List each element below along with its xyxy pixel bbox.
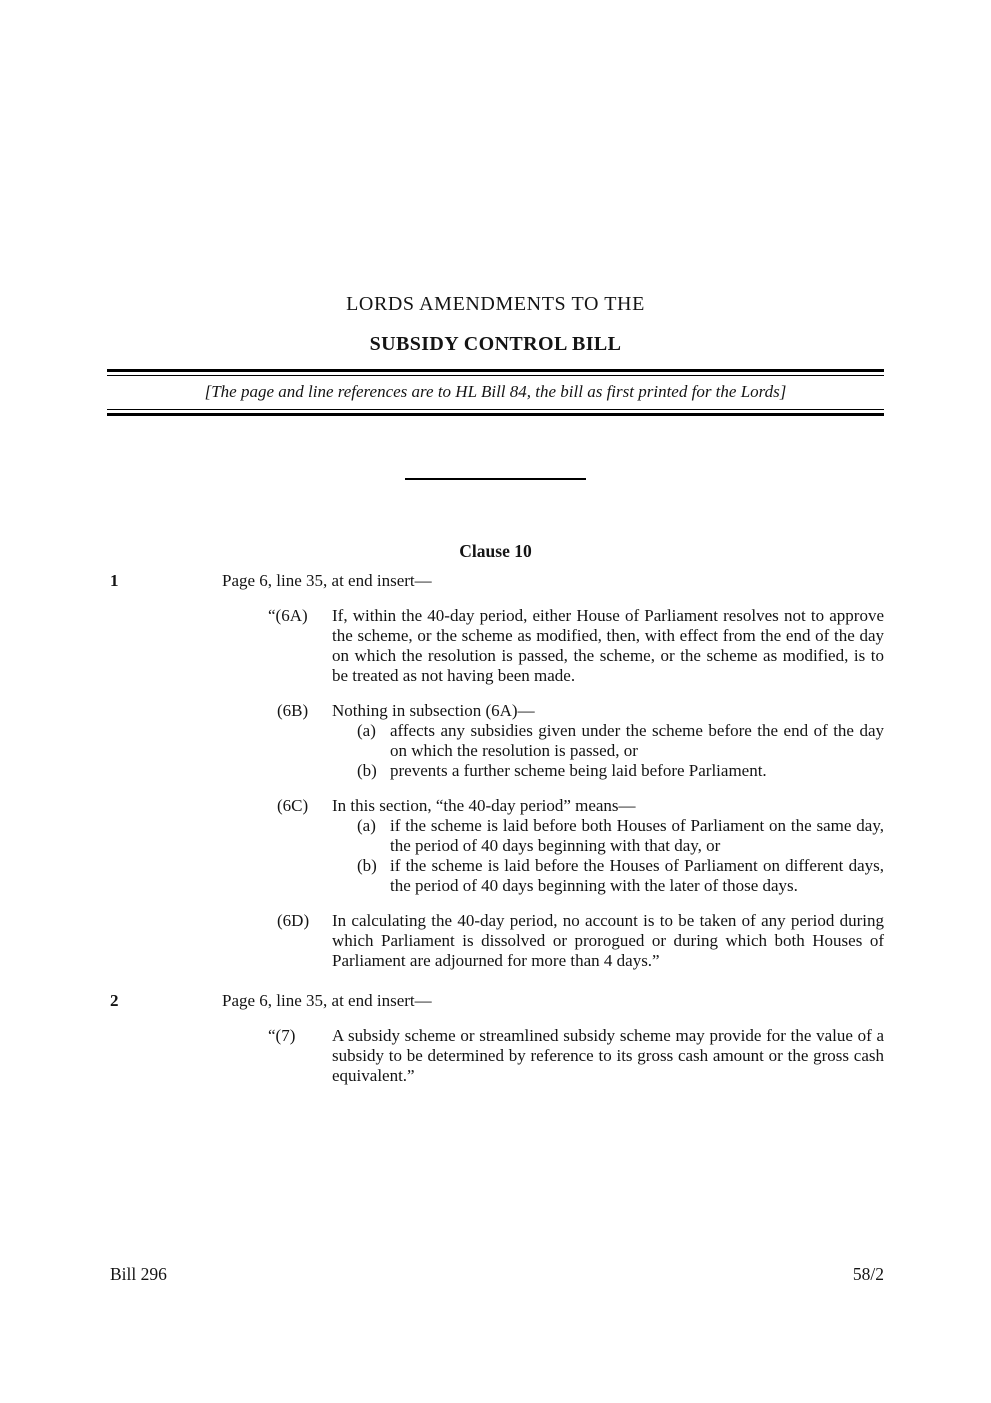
reference-note-box [107, 369, 884, 416]
subsection-text: A subsidy scheme or streamlined subsidy scheme may provide for the value of a subsidy to be determined by reference to its gross cash amount or the gross cash equivalent.” [332, 1026, 884, 1085]
clause-heading: Clause 10 [459, 541, 532, 561]
subsection-6A [268, 606, 884, 686]
subsection-6D [268, 911, 884, 971]
subsection-label: “(7) [268, 1026, 296, 1045]
amendment-1 [110, 571, 884, 971]
footer-bill-number: Bill 296 [110, 1264, 167, 1284]
sub-paragraph-text: if the scheme is laid before the Houses of Parliament on different days, the period of 40 days beginning with the later of those days. [390, 856, 884, 895]
sub-paragraph-text: if the scheme is laid before both Houses of Parliament on the same day, the period of 40 days beginning with that day, or [390, 816, 884, 855]
amendment-number: 2 [110, 991, 119, 1010]
subsection-label: (6B) [277, 701, 309, 720]
sub-paragraph-a [357, 721, 884, 761]
subsection-label: (6C) [277, 796, 309, 815]
sub-paragraph-b [357, 856, 884, 896]
document-title-line1: LORDS AMENDMENTS TO THE [346, 293, 645, 315]
document-header [0, 292, 991, 356]
amendment-instruction: Page 6, line 35, at end insert— [222, 991, 432, 1010]
footer-print-number: 58/2 [852, 1264, 884, 1284]
reference-note: [The page and line references are to HL Bill 84, the bill as first printed for the Lords] [204, 382, 787, 401]
amendment-number: 1 [110, 571, 119, 590]
sub-paragraph-label: (b) [357, 856, 377, 875]
sub-paragraph-label: (a) [357, 816, 376, 835]
sub-paragraph-text: affects any subsidies given under the scheme before the end of the day on which the resolution is passed, or [390, 721, 884, 760]
subsection-text: Nothing in subsection (6A)— [332, 701, 535, 720]
sub-paragraph-label: (a) [357, 721, 376, 740]
subsection-7 [268, 1026, 884, 1086]
document-title-line2: SUBSIDY CONTROL BILL [369, 333, 622, 355]
section-divider [405, 478, 586, 480]
amendments-list [110, 571, 884, 1086]
subsection-label: “(6A) [268, 606, 308, 625]
subsection-text: In calculating the 40-day period, no account is to be taken of any period during which Parliament is dissolved or prorogued or during which both Houses of Parliament are adjourned for more than 4 days.” [332, 911, 884, 970]
amendment-instruction: Page 6, line 35, at end insert— [222, 571, 432, 590]
subsection-text: If, within the 40-day period, either House of Parliament resolves not to approve the scheme, or the scheme as modified, then, with effect from the end of the day on which the resolution is passed, the scheme, or the scheme as modified, is to be treated as not having been made. [332, 606, 884, 685]
document-footer [110, 1263, 884, 1285]
subsection-label: (6D) [277, 911, 310, 930]
sub-paragraph-b [357, 761, 884, 781]
sub-paragraph-text: prevents a further scheme being laid before Parliament. [390, 761, 767, 780]
subsection-text: In this section, “the 40-day period” means— [332, 796, 636, 815]
subsection-6C [268, 796, 884, 896]
sub-paragraph-a [357, 816, 884, 856]
sub-paragraph-label: (b) [357, 761, 377, 780]
amendment-2 [110, 991, 884, 1086]
rule-bottom-thick [107, 413, 884, 416]
subsection-6B [268, 701, 884, 781]
